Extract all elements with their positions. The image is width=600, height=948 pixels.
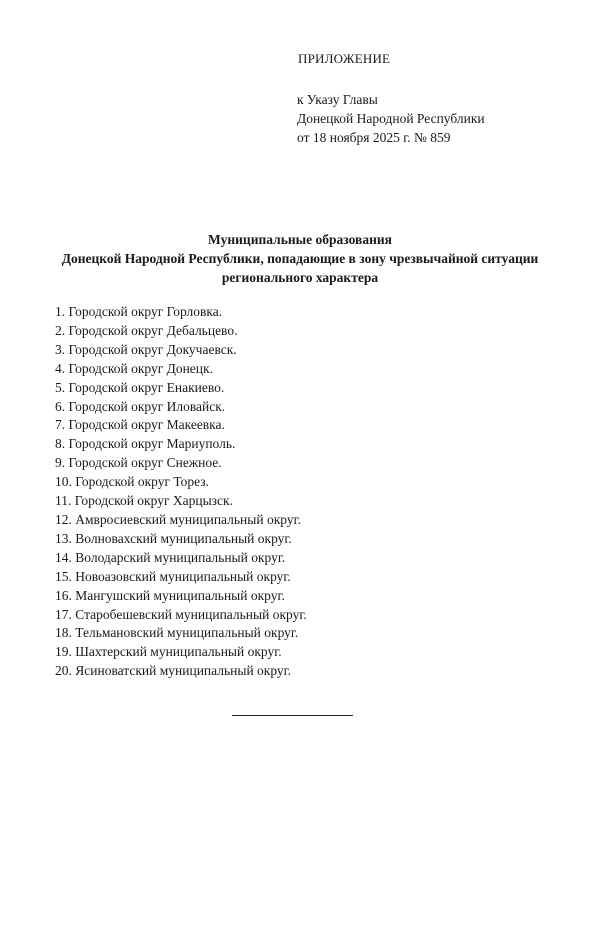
appendix-reference-line: к Указу Главы [297, 92, 378, 107]
list-item: 16. Мангушский муниципальный округ. [55, 587, 285, 603]
document-heading [20, 230, 580, 287]
list-item: 6. Городской округ Иловайск. [55, 398, 226, 414]
list-item: 19. Шахтерский муниципальный округ. [55, 644, 282, 660]
list-item: 4. Городской округ Донецк. [55, 360, 213, 376]
heading-line: Муниципальные образования [208, 232, 392, 247]
list-item: 11. Городской округ Харцызск. [55, 493, 233, 509]
list-item: 14. Володарский муниципальный округ. [55, 549, 286, 565]
list-item: 8. Городской округ Мариуполь. [55, 436, 236, 452]
list-item: 1. Городской округ Горловка. [55, 304, 223, 319]
list-item: 9. Городской округ Снежное. [55, 455, 222, 471]
appendix-reference-line: от 18 ноября 2025 г. № 859 [297, 130, 451, 145]
closing-divider [232, 715, 353, 716]
list-item: 5. Городской округ Енакиево. [55, 379, 225, 395]
list-item: 12. Амвросиевский муниципальный округ. [55, 511, 301, 527]
list-item: 2. Городской округ Дебальцево. [55, 322, 238, 338]
heading-line: регионального характера [221, 270, 379, 285]
list-item: 3. Городской округ Докучаевск. [55, 341, 237, 357]
appendix-title: ПРИЛОЖЕНИЕ [298, 51, 391, 66]
list-item: 18. Тельмановский муниципальный округ. [55, 625, 299, 641]
list-item: 20. Ясиноватский муниципальный округ. [55, 663, 292, 679]
list-item: 7. Городской округ Макеевка. [55, 417, 225, 433]
heading-line: Донецкой Народной Республики, попадающие в зону чрезвычайной ситуации [61, 251, 539, 266]
list-item: 10. Городской округ Торез. [55, 474, 209, 490]
municipality-list [55, 303, 307, 681]
list-item: 17. Старобешевский муниципальный округ. [55, 606, 307, 622]
list-item: 13. Волновахский муниципальный округ. [55, 530, 292, 546]
list-item: 15. Новоазовский муниципальный округ. [55, 568, 291, 584]
appendix-reference-line: Донецкой Народной Республики [297, 111, 485, 126]
appendix-reference [297, 90, 485, 147]
